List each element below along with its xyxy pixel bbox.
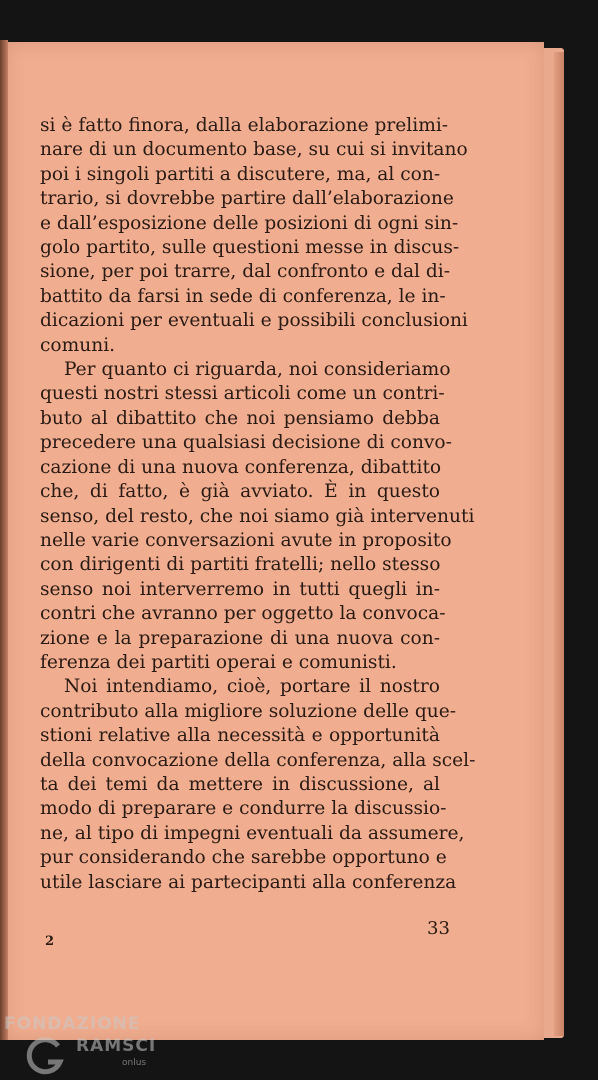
text-line: golo partito, sulle questioni messe in discus-	[40, 237, 460, 259]
text-line: modo di preparare e condurre la discussio-	[40, 798, 447, 820]
text-line: della convocazione della conferenza, alla scel-	[40, 749, 476, 771]
text-line: si è fatto finora, dalla elaborazione prelimi-	[40, 115, 449, 136]
text-line: con dirigenti di partiti fratelli; nello stesso	[40, 554, 441, 576]
watermark-line2: RAMSCI	[76, 1036, 157, 1056]
text-line: comuni.	[40, 334, 116, 356]
watermark-logo	[4, 1014, 164, 1080]
page-edge	[554, 52, 564, 1036]
page-number: 33	[427, 918, 450, 939]
body-text	[40, 114, 476, 895]
text-line: contributo alla migliore soluzione delle que-	[40, 700, 457, 722]
text-line: utile lasciare ai partecipanti alla conferenza	[40, 871, 457, 893]
book-binding	[0, 40, 8, 1040]
text-line: buto al dibattito che noi pensiamo debba	[40, 407, 440, 429]
text-line: contri che avranno per oggetto la convoca-	[40, 603, 446, 625]
signature-mark: 2	[45, 934, 55, 949]
text-line: Per quanto ci riguarda, noi consideriamo	[64, 359, 451, 381]
text-line: senso noi interverremo in tutti quegli in-	[40, 578, 440, 600]
text-line: ne, al tipo di impegni eventuali da assumere,	[40, 822, 465, 844]
text-line: battito da farsi in sede di conferenza, le in-	[40, 285, 446, 307]
text-line: poi i singoli partiti a discutere, ma, al con-	[40, 163, 441, 185]
text-line: stioni relative alla necessità e opportunità	[40, 725, 440, 747]
text-line: questi nostri stessi articoli come un contri-	[40, 383, 445, 405]
text-line: Noi intendiamo, cioè, portare il nostro	[64, 676, 440, 698]
text-line: trario, si dovrebbe partire dall’elaborazione	[40, 188, 454, 210]
text-line: precedere una qualsiasi decisione di convo-	[40, 432, 452, 454]
text-line: dicazioni per eventuali e possibili conclusioni	[40, 310, 468, 332]
text-line: senso, del resto, che noi siamo già intervenuti	[40, 505, 475, 527]
text-line: ta dei temi da mettere in discussione, al	[40, 773, 440, 795]
text-line: cazione di una nuova conferenza, dibattito	[40, 456, 442, 478]
text-line: nelle varie conversazioni avute in proposito	[40, 529, 452, 551]
text-line: ferenza dei partiti operai e comunisti.	[40, 651, 397, 673]
text-line: e dall’esposizione delle posizioni di ogni sin-	[40, 212, 459, 234]
text-line: pur considerando che sarebbe opportuno e	[40, 847, 447, 869]
watermark-sub: onlus	[122, 1058, 147, 1068]
text-line: zione e la preparazione di una nuova con-	[40, 627, 440, 649]
text-line: che, di fatto, è già avviato. È in questo	[40, 481, 440, 503]
text-line: sione, per poi trarre, dal confronto e dal di-	[40, 261, 451, 283]
text-line: nare di un documento base, su cui si invitano	[40, 139, 468, 161]
g-logo-icon	[26, 1036, 66, 1076]
watermark-line1: FONDAZIONE	[4, 1014, 141, 1034]
